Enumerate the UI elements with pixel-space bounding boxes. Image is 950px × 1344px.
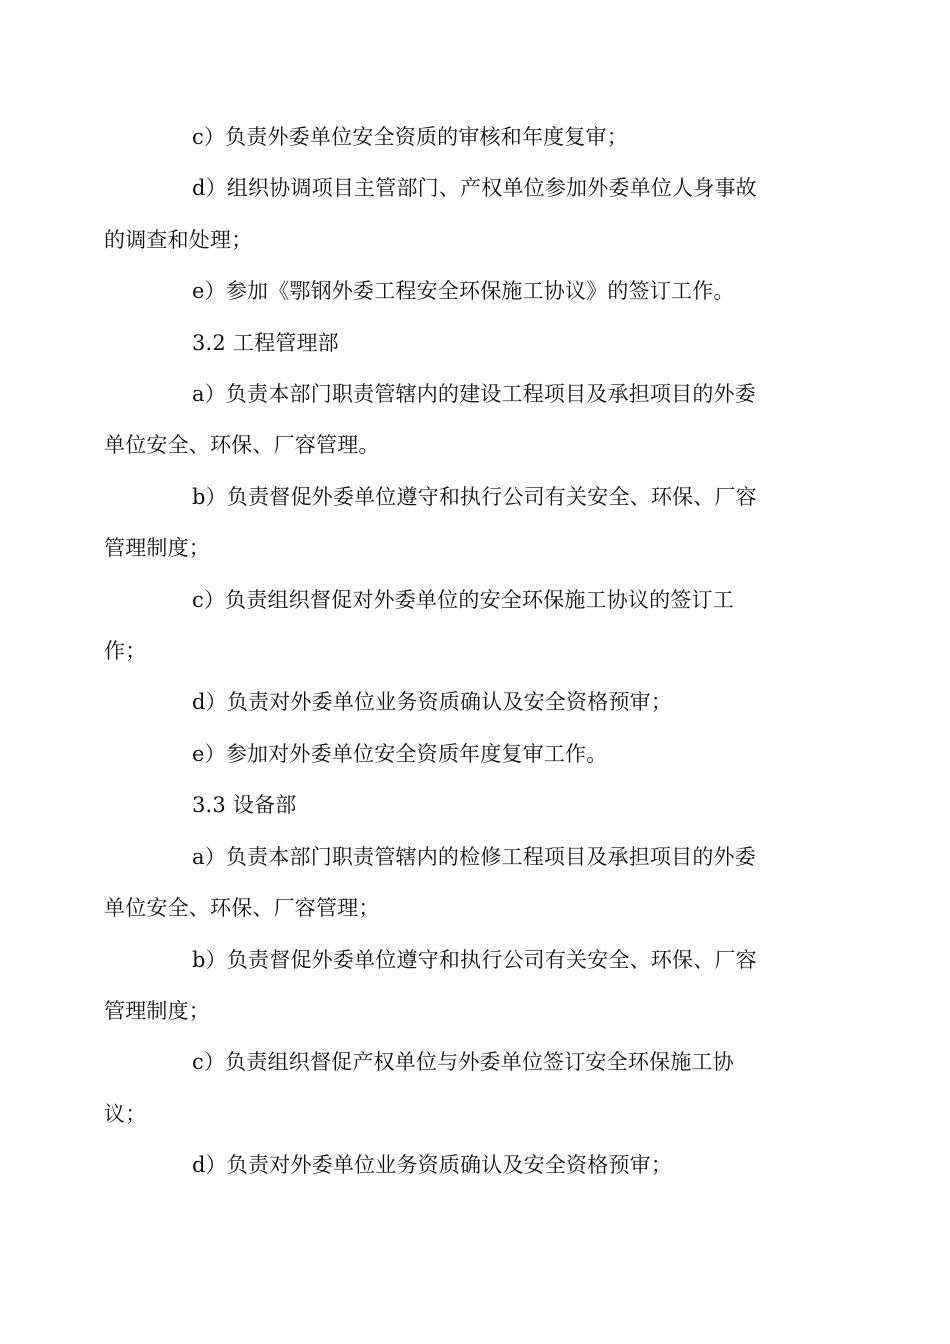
paragraph-3-3-d bbox=[148, 1140, 788, 1191]
paragraph-line: a）负责本部门职责管辖内的建设工程项目及承担项目的外委 bbox=[192, 382, 756, 407]
paragraph-line: d）组织协调项目主管部门、产权单位参加外委单位人身事故 bbox=[192, 176, 757, 201]
paragraph-line: 作； bbox=[104, 639, 147, 664]
paragraph-3-1-e bbox=[148, 266, 788, 317]
paragraph-line: 管理制度； bbox=[104, 998, 210, 1023]
paragraph-3-2-d bbox=[148, 677, 788, 728]
paragraph-3-2-e bbox=[148, 729, 788, 780]
paragraph-3-3-a bbox=[104, 832, 788, 935]
paragraph-line: 管理制度； bbox=[104, 536, 210, 561]
paragraph-line: 议； bbox=[104, 1101, 147, 1126]
paragraph-3-1-d bbox=[104, 163, 788, 266]
section-heading-3-2 bbox=[148, 318, 788, 369]
paragraph-3-2-b bbox=[104, 472, 788, 575]
paragraph-line: c）负责组织督促对外委单位的安全环保施工协议的签订工 bbox=[192, 587, 734, 612]
section-heading-text: 3.3 设备部 bbox=[192, 793, 297, 818]
paragraph-3-2-c bbox=[104, 575, 788, 678]
paragraph-3-3-b bbox=[104, 935, 788, 1038]
section-heading-text: 3.2 工程管理部 bbox=[192, 330, 339, 355]
paragraph-line: 单位安全、环保、厂容管理。 bbox=[104, 433, 380, 458]
paragraph-line: e）参加对外委单位安全资质年度复审工作。 bbox=[192, 741, 608, 766]
document-body bbox=[104, 112, 788, 1192]
paragraph-line: 的调查和处理； bbox=[104, 227, 253, 252]
paragraph-3-1-c bbox=[148, 112, 788, 163]
paragraph-line: c）负责组织督促产权单位与外委单位签订安全环保施工协 bbox=[192, 1050, 734, 1075]
paragraph-line: 单位安全、环保、厂容管理； bbox=[104, 896, 380, 921]
paragraph-3-3-c bbox=[104, 1037, 788, 1140]
paragraph-line: b）负责督促外委单位遵守和执行公司有关安全、环保、厂容 bbox=[192, 947, 757, 972]
section-heading-3-3 bbox=[148, 780, 788, 831]
paragraph-3-2-a bbox=[104, 369, 788, 472]
paragraph-line: e）参加《鄂钢外委工程安全环保施工协议》的签订工作。 bbox=[192, 279, 735, 304]
paragraph-line: d）负责对外委单位业务资质确认及安全资格预审； bbox=[192, 690, 673, 715]
paragraph-line: a）负责本部门职责管辖内的检修工程项目及承担项目的外委 bbox=[192, 844, 756, 869]
paragraph-line: d）负责对外委单位业务资质确认及安全资格预审； bbox=[192, 1153, 673, 1178]
paragraph-line: c）负责外委单位安全资质的审核和年度复审； bbox=[192, 125, 628, 149]
paragraph-line: b）负责督促外委单位遵守和执行公司有关安全、环保、厂容 bbox=[192, 484, 757, 509]
